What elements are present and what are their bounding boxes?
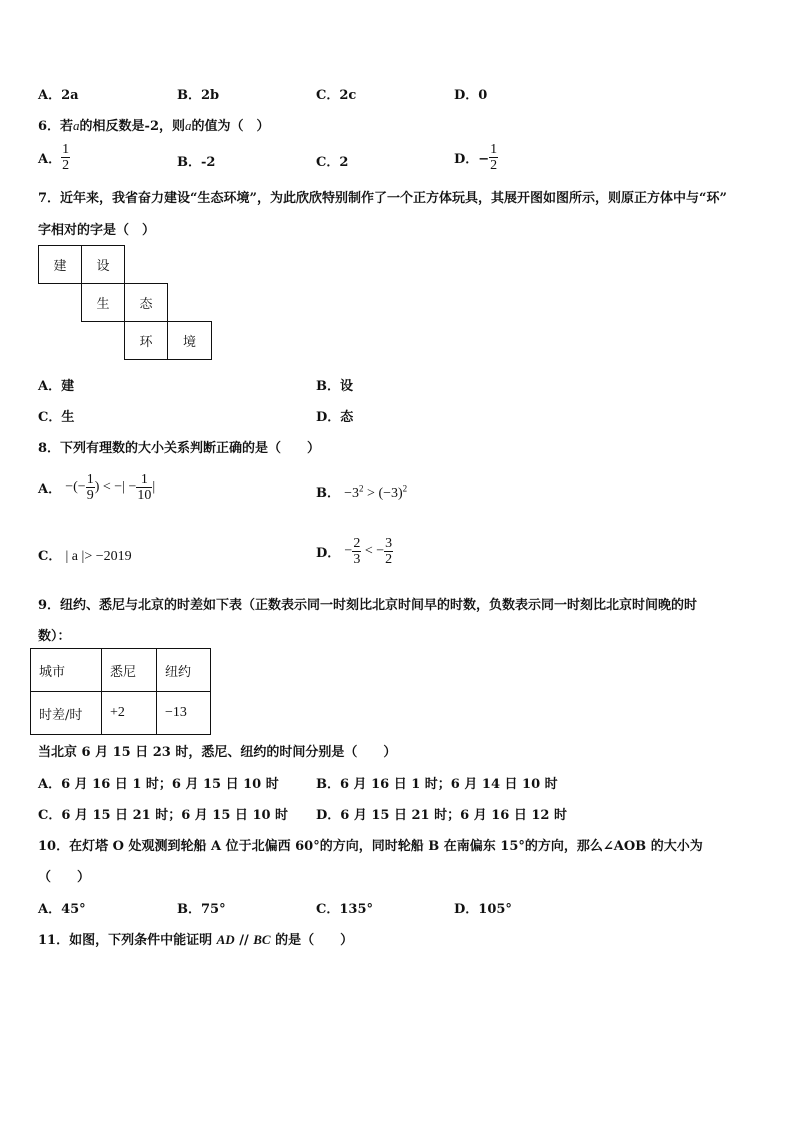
q7-option-d: D．态 [316,410,354,425]
net-cell-she: 设 [81,245,125,284]
q8-stem: 8．下列有理数的大小关系判断正确的是（ ） [38,441,321,456]
q7-option-c: C．生 [38,410,75,425]
q9-stem-line2: 数）： [38,629,71,644]
q10-stem-line2: （ ） [38,870,91,885]
q5-option-a: A．2a [38,88,79,103]
q9-option-d: D．6 月 15 日 21 时；6 月 16 日 12 时 [316,808,567,823]
q9-question: 当北京 6 月 15 日 23 时，悉尼、纽约的时间分别是（ ） [38,745,397,760]
time-difference-table [30,648,211,735]
q10-option-b: B．75° [177,902,226,917]
q6-option-b: B．-2 [177,155,216,170]
q6-stem: 6．若a的相反数是-2，则a的值为（ ） [38,118,270,134]
table-row [31,649,211,692]
table-cell: 纽约 [157,649,211,692]
net-cell-jian: 建 [38,245,82,284]
q5-option-d: D．0 [454,88,488,103]
q8-option-d: D． − $\frac{2}{3}$ < − $\frac{3}{2}$ [316,536,393,567]
q8-option-b: B． $-3^2 > (-3)^2$ [316,483,408,501]
net-cell-tai: 态 [124,283,168,322]
net-cell-huan: 环 [124,321,168,360]
q5-option-b: B．2b [177,88,220,103]
net-cell-jing: 境 [167,321,212,360]
q11-stem: 11．如图，下列条件中能证明 AD // BC 的是（ ） [38,932,354,948]
q10-option-d: D．105° [454,902,512,917]
q8-option-c: C． | a |> −2019 [38,549,132,564]
q7-option-b: B．设 [316,379,353,394]
q9-option-c: C．6 月 15 日 21 时；6 月 15 日 10 时 [38,808,289,823]
q7-stem-line1: 7．近年来，我省奋力建设“生态环境”，为此欣欣特别制作了一个正方体玩具，其展开图如图所示，则原正方体中与“环” [38,191,727,206]
table-cell: 时差/时 [31,692,102,735]
q8-option-a: A． −(− $\frac{1}{9}$ ) < −| − $\frac{1}{10}$ | [38,472,156,503]
q9-option-b: B．6 月 16 日 1 时；6 月 14 日 10 时 [316,777,558,792]
q5-option-c: C．2c [316,88,357,103]
table-cell: +2 [102,692,157,735]
net-cell-sheng: 生 [81,283,125,322]
q10-option-a: A．45° [38,902,86,917]
q6-option-a: A． $\frac{1}{2}$ [38,142,70,173]
q10-option-c: C．135° [316,902,373,917]
table-cell: 悉尼 [102,649,157,692]
q7-stem-line2: 字相对的字是（ ） [38,223,156,238]
table-row [31,692,211,735]
table-cell: 城市 [31,649,102,692]
table-cell: −13 [157,692,211,735]
q9-stem-line1: 9．纽约、悉尼与北京的时差如下表（正数表示同一时刻比北京时间早的时数，负数表示同一时刻比北京时间晚的时 [38,598,698,613]
q6-option-c: C．2 [316,155,349,170]
q9-option-a: A．6 月 16 日 1 时；6 月 15 日 10 时 [38,777,279,792]
q10-stem-line1: 10．在灯塔 O 处观测到轮船 A 位于北偏西 60°的方向，同时轮船 B 在南偏东 15°的方向，那么∠AOB 的大小为 [38,839,703,854]
q7-option-a: A．建 [38,379,75,394]
q6-option-d: D．− $\frac{1}{2}$ [454,142,498,173]
